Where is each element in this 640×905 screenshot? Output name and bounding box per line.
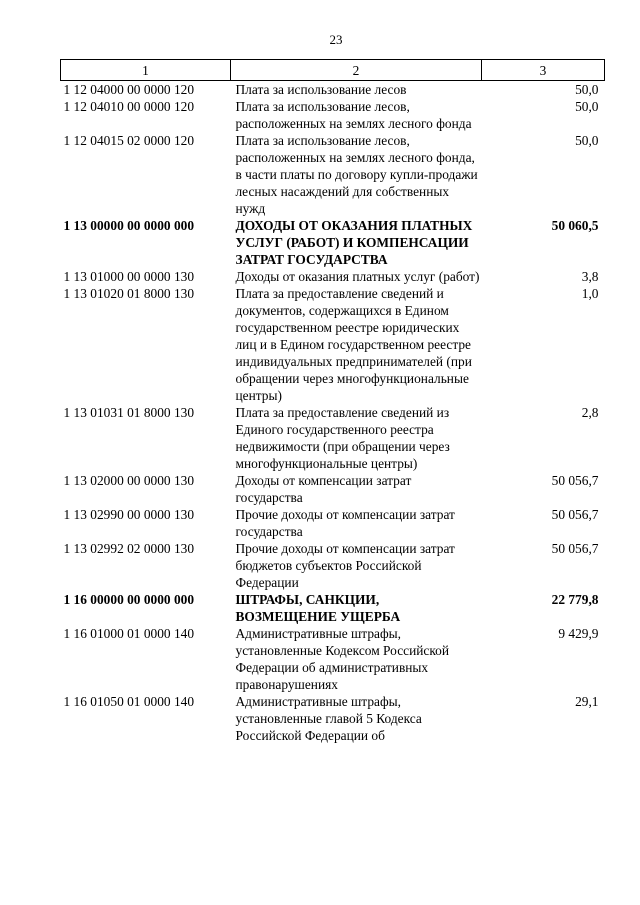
income-name-cell: Прочие доходы от компенсации затрат государства <box>235 507 455 539</box>
column-header-name: 2 <box>231 60 482 81</box>
budget-code-cell: 1 13 02990 00 0000 130 <box>63 507 195 522</box>
budget-table <box>60 59 605 744</box>
income-name-cell: Административные штрафы, установленные Кодексом Российской Федерации об административных правонарушениях <box>235 626 450 692</box>
budget-code-cell: 1 13 01031 01 8000 130 <box>63 405 195 420</box>
budget-code-cell: 1 16 01000 01 0000 140 <box>63 626 195 641</box>
table-row <box>61 217 605 268</box>
income-name-cell: Административные штрафы, установленные главой 5 Кодекса Российской Федерации об <box>235 694 422 743</box>
budget-code-cell: 1 13 02000 00 0000 130 <box>63 473 195 488</box>
budget-code-cell: 1 13 01020 01 8000 130 <box>63 286 195 301</box>
table-row <box>61 506 605 540</box>
amount-cell: 3,8 <box>581 269 599 284</box>
amount-cell: 22 779,8 <box>551 592 599 607</box>
budget-code-cell: 1 12 04010 00 0000 120 <box>63 99 195 114</box>
amount-cell: 50 056,7 <box>551 473 599 488</box>
budget-code-cell: 1 16 01050 01 0000 140 <box>63 694 195 709</box>
amount-cell: 1,0 <box>581 286 599 301</box>
income-name-cell: Доходы от оказания платных услуг (работ) <box>235 269 480 284</box>
budget-code-cell: 1 16 00000 00 0000 000 <box>63 592 195 607</box>
column-header-code: 1 <box>61 60 231 81</box>
amount-cell: 50,0 <box>575 133 599 148</box>
income-name-cell: Доходы от компенсации затрат государства <box>235 473 412 505</box>
amount-cell: 50 056,7 <box>551 541 599 556</box>
budget-code-cell: 1 12 04015 02 0000 120 <box>63 133 195 148</box>
table-row <box>61 81 605 99</box>
table-row <box>61 285 605 404</box>
income-name-cell: Плата за использование лесов <box>235 82 407 97</box>
income-name-cell: Плата за предоставление сведений и документов, содержащихся в Едином государственном реестре юридических лиц и в Едином государственном реестре индивидуальных предпринимателей (при обращении через многофункциональные центры) <box>235 286 472 403</box>
budget-code-cell: 1 13 02992 02 0000 130 <box>63 541 195 556</box>
table-row <box>61 404 605 472</box>
table-row <box>61 693 605 744</box>
amount-cell: 50,0 <box>575 99 599 114</box>
table-row <box>61 625 605 693</box>
income-name-cell: Прочие доходы от компенсации затрат бюджетов субъектов Российской Федерации <box>235 541 455 590</box>
budget-code-cell: 1 13 01000 00 0000 130 <box>63 269 195 284</box>
amount-cell: 2,8 <box>581 405 599 420</box>
amount-cell: 50,0 <box>575 82 599 97</box>
amount-cell: 29,1 <box>575 694 599 709</box>
amount-cell: 50 056,7 <box>551 507 599 522</box>
header-row <box>61 60 605 81</box>
table-row <box>61 472 605 506</box>
budget-code-cell: 1 12 04000 00 0000 120 <box>63 82 195 97</box>
table-row <box>61 591 605 625</box>
table-row <box>61 132 605 217</box>
table-row <box>61 98 605 132</box>
income-name-cell: Плата за использование лесов, расположенных на землях лесного фонда <box>235 99 472 131</box>
table-row <box>61 268 605 285</box>
amount-cell: 9 429,9 <box>558 626 599 641</box>
amount-cell: 50 060,5 <box>551 218 599 233</box>
income-name-cell: ДОХОДЫ ОТ ОКАЗАНИЯ ПЛАТНЫХ УСЛУГ (РАБОТ) И КОМПЕНСАЦИИ ЗАТРАТ ГОСУДАРСТВА <box>235 218 473 267</box>
column-header-amount: 3 <box>482 60 605 81</box>
income-name-cell: ШТРАФЫ, САНКЦИИ, ВОЗМЕЩЕНИЕ УЩЕРБА <box>235 592 401 624</box>
income-name-cell: Плата за предоставление сведений из Единого государственного реестра недвижимости (при обращении через многофункциональные центры) <box>235 405 450 471</box>
income-name-cell: Плата за использование лесов, расположенных на землях лесного фонда, в части платы по договору купли-продажи лесных насаждений для собственных нужд <box>235 133 478 216</box>
table-row <box>61 540 605 591</box>
budget-code-cell: 1 13 00000 00 0000 000 <box>63 218 195 233</box>
page-number: 23 <box>329 32 343 47</box>
